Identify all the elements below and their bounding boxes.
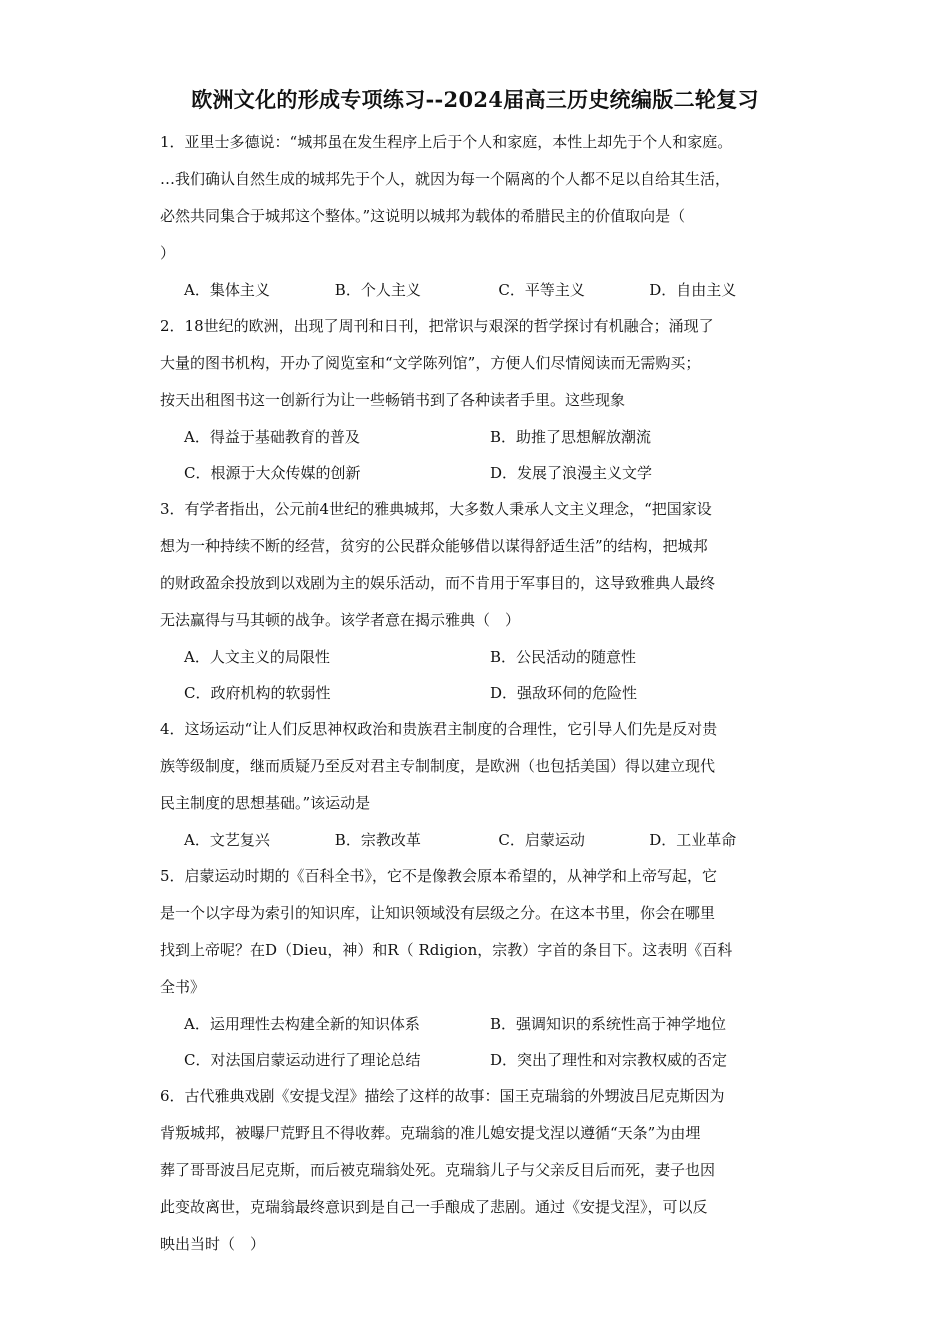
question-line: 3．有学者指出，公元前4世纪的雅典城邦，大多数人秉承人文主义理念，“把国家设: [160, 500, 712, 518]
question-line: 葬了哥哥波吕尼克斯，而后被克瑞翁处死。克瑞翁儿子与父亲反目后而死，妻子也因: [160, 1161, 716, 1179]
option-d: D．自由主义: [649, 281, 737, 299]
option-b: B．助推了思想解放潮流: [490, 428, 652, 446]
options-row: [160, 822, 800, 858]
option-c: C．对法国启蒙运动进行了理论总结: [184, 1051, 421, 1069]
question-5: [160, 858, 800, 1078]
option-c: C．启蒙运动: [498, 831, 585, 849]
question-3: [160, 491, 800, 711]
option-b: B．宗教改革: [334, 831, 421, 849]
options-row: [160, 455, 800, 491]
question-line: 族等级制度，继而质疑乃至反对君主专制制度，是欧洲（也包括美国）得以建立现代: [160, 757, 716, 775]
option-c: C．根源于大众传媒的创新: [184, 464, 361, 482]
option-d: D．突出了理性和对宗教权威的否定: [490, 1051, 728, 1069]
question-line: 背叛城邦，被曝尸荒野且不得收葬。克瑞翁的准儿媳安提戈涅以遵循“天条”为由埋: [160, 1124, 701, 1142]
question-line: 的财政盈余投放到以戏剧为主的娱乐活动，而不肯用于军事目的，这导致雅典人最终: [160, 574, 716, 592]
question-4: [160, 711, 800, 858]
document-title: 欧洲文化的形成专项练习--2024届高三历史统编版二轮复习: [191, 87, 759, 112]
question-line: 2．18世纪的欧洲，出现了周刊和日刊，把常识与艰深的哲学探讨有机融合；涌现了: [160, 317, 714, 335]
options-row: [160, 1006, 800, 1042]
option-b: B．强调知识的系统性高于神学地位: [490, 1015, 727, 1033]
question-1: [160, 124, 800, 308]
options-row: [160, 1042, 800, 1078]
question-line: 必然共同集合于城邦这个整体。”这说明以城邦为载体的希腊民主的价值取向是（: [160, 207, 686, 225]
question-line: …我们确认自然生成的城邦先于个人，就因为每一个隔离的个人都不足以自给其生活，: [160, 170, 731, 188]
question-line: 无法赢得与马其顿的战争。该学者意在揭示雅典（ ）: [160, 611, 521, 629]
question-line: 全书》: [160, 978, 206, 996]
question-6: [160, 1078, 800, 1263]
question-line: 此变故离世，克瑞翁最终意识到是自己一手酿成了悲剧。通过《安提戈涅》，可以反: [160, 1198, 708, 1216]
question-line: 映出当时（ ）: [160, 1235, 266, 1253]
question-line: 是一个以字母为索引的知识库，让知识领域没有层级之分。在这本书里，你会在哪里: [160, 904, 716, 922]
question-list: [160, 124, 800, 1263]
question-line: 5．启蒙运动时期的《百科全书》，它不是像教会原本希望的，从神学和上帝写起，它: [160, 867, 718, 885]
option-a: A．得益于基础教育的普及: [184, 428, 360, 446]
option-d: D．强敌环伺的危险性: [490, 684, 638, 702]
question-2: [160, 308, 800, 491]
option-b: B．公民活动的随意性: [490, 648, 637, 666]
options-row: [160, 675, 800, 711]
option-d: D．工业革命: [649, 831, 737, 849]
question-line: 民主制度的思想基础。”该运动是: [160, 794, 371, 812]
question-line: ）: [160, 244, 176, 262]
question-line: 按天出租图书这一创新行为让一些畅销书到了各种读者手里。这些现象: [160, 391, 626, 409]
option-a: A．集体主义: [184, 281, 270, 299]
option-d: D．发展了浪漫主义文学: [490, 464, 653, 482]
option-b: B．个人主义: [334, 281, 421, 299]
option-c: C．政府机构的软弱性: [184, 684, 331, 702]
options-row: [160, 419, 800, 455]
options-row: [160, 272, 800, 308]
options-row: [160, 639, 800, 675]
question-line: 想为一种持续不断的经营，贫穷的公民群众能够借以谋得舒适生活”的结构，把城邦: [160, 537, 708, 555]
option-a: A．运用理性去构建全新的知识体系: [184, 1015, 420, 1033]
option-c: C．平等主义: [498, 281, 585, 299]
question-line: 找到上帝呢？在D（Dieu，神）和R（ Rdigion，宗教）字首的条目下。这表明《百科: [160, 941, 733, 959]
question-line: 4．这场运动“让人们反思神权政治和贵族君主制度的合理性，它引导人们先是反对贵: [160, 720, 718, 738]
question-line: 大量的图书机构，开办了阅览室和“文学陈列馆”，方便人们尽情阅读而无需购买；: [160, 354, 701, 372]
question-line: 6．古代雅典戏剧《安提戈涅》描绘了这样的故事：国王克瑞翁的外甥波吕尼克斯因为: [160, 1087, 725, 1105]
question-line: 1．亚里士多德说：“城邦虽在发生程序上后于个人和家庭，本性上却先于个人和家庭。: [160, 133, 733, 151]
option-a: A．文艺复兴: [184, 831, 270, 849]
option-a: A．人文主义的局限性: [184, 648, 330, 666]
